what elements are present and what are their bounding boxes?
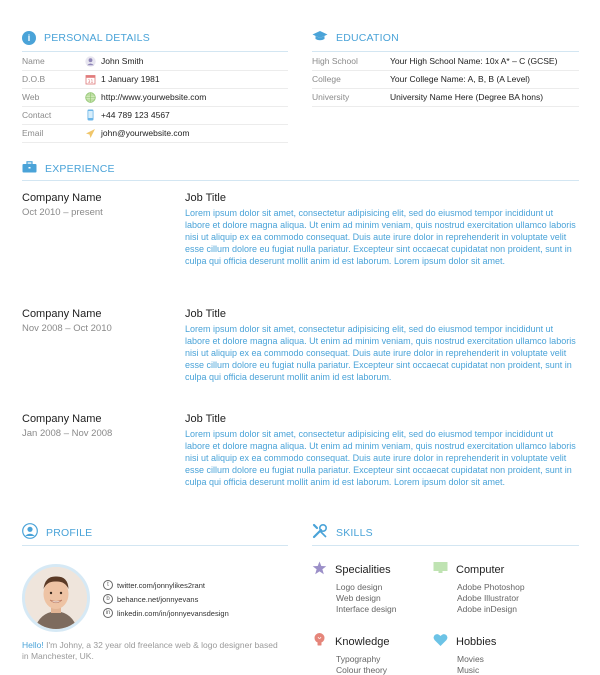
behance-icon: b — [103, 594, 113, 604]
job-title: Job Title — [185, 413, 226, 425]
info-icon: i — [22, 31, 36, 45]
globe-icon — [84, 91, 96, 103]
bio-text: I'm Johny, a 32 year old freelance web & logo designer based in Manchester, UK. — [22, 640, 278, 661]
experience-heading: EXPERIENCE — [22, 159, 115, 179]
education-row-high-school: High School Your High School Name: 10x A* – C (GCSE) — [312, 56, 558, 66]
personal-details-heading: i PERSONAL DETAILS — [22, 28, 150, 48]
skill-item: Movies — [457, 654, 484, 664]
svg-text:31: 31 — [87, 79, 93, 85]
job-description: Lorem ipsum dolor sit amet, consectetur adipisicing elit, sed do eiusmod tempor incididunt ut labore et dolore magna aliqua. Ut enim ad minim veniam, quis nostrud exercitation ullamco laboris nisi ut aliquip ex ea commodo consequat. Duis aute irure dolor in reprehenderit in voluptate velit esse cillum dolore eu fugiat nulla pariatur. Excepteur sint occaecat cupidatat non proident, sunt in culpa qui officia deserunt mollit anim id est laborum. Lorem ipsum dolor sit amet. — [185, 429, 576, 487]
job-description: Lorem ipsum dolor sit amet, consectetur adipisicing elit, sed do eiusmod tempor incididunt ut labore et dolore magna aliqua. Ut enim ad minim veniam, quis nostrud exercitation ullamco laboris nisi ut aliquip ex ea commodo consequat. Duis aute irure dolor in reprehenderit in voluptate velit esse cillum dolore eu fugiat nulla pariatur. Excepteur sint occaecat cupidatat non proident, sunt in culpa qui officia deserunt mollit anim id est laborum. — [185, 324, 576, 382]
twitter-icon: t — [103, 580, 113, 590]
tools-icon — [312, 523, 328, 544]
linkedin-icon: in — [103, 608, 113, 618]
graduation-cap-icon — [312, 29, 328, 47]
skill-group-hobbies: Hobbies Movies Music — [433, 635, 553, 675]
company-name: Company Name — [22, 308, 102, 320]
detail-row-email: Email john@yourwebsite.com — [22, 128, 190, 138]
profile-bio — [22, 640, 282, 662]
job-dates: Jan 2008 – Nov 2008 — [22, 428, 113, 439]
company-name: Company Name — [22, 192, 102, 204]
skill-item: Music — [457, 665, 480, 675]
social-link-twitter[interactable]: t twitter.com/jonnylikes2rant — [103, 578, 205, 592]
profile-heading: PROFILE — [22, 523, 92, 543]
monitor-icon — [433, 561, 448, 580]
job-title: Job Title — [185, 192, 226, 204]
profile-icon — [22, 523, 38, 544]
skill-item: Adobe inDesign — [457, 604, 518, 614]
skill-group-specialities: Specialities Logo design Web design Interface design — [312, 563, 432, 615]
skill-item: Interface design — [336, 604, 397, 614]
detail-row-web: Web http://www.yourwebsite.com — [22, 92, 207, 102]
skill-item: Adobe Photoshop — [457, 582, 525, 592]
skill-item: Web design — [336, 593, 381, 603]
bio-greeting: Hello! — [22, 640, 44, 650]
job-dates: Nov 2008 – Oct 2010 — [22, 323, 112, 334]
skill-item: Typography — [336, 654, 381, 664]
job-entry — [22, 413, 582, 508]
send-icon — [84, 127, 96, 139]
job-entry — [22, 308, 582, 388]
lightbulb-icon — [312, 632, 327, 652]
avatar — [22, 564, 90, 632]
skills-heading: SKILLS — [312, 523, 373, 543]
skill-group-knowledge: Knowledge Typography Colour theory — [312, 635, 432, 675]
user-icon — [84, 55, 96, 67]
phone-icon — [84, 109, 96, 121]
star-icon — [312, 561, 327, 580]
skill-item: Colour theory — [336, 665, 388, 675]
skill-group-computer: Computer Adobe Photoshop Adobe Illustrator Adobe inDesign — [433, 563, 553, 615]
company-name: Company Name — [22, 413, 102, 425]
social-link-behance[interactable]: b behance.net/jonnyevans — [103, 592, 198, 606]
detail-row-dob: D.O.B 31 1 January 1981 — [22, 74, 160, 85]
briefcase-icon — [22, 160, 37, 178]
job-description: Lorem ipsum dolor sit amet, consectetur adipisicing elit, sed do eiusmod tempor incididunt ut labore et dolore magna aliqua. Ut enim ad minim veniam, quis nostrud exercitation ullamco laboris nisi ut aliquip ex ea commodo consequat. Duis aute irure dolor in reprehenderit in voluptate velit esse cillum dolore eu fugiat nulla pariatur. Excepteur sint occaecat cupidatat non proident, sunt in culpa qui officia deserunt mollit anim id est laborum. Lorem ipsum dolor sit amet. — [185, 208, 576, 266]
heart-icon — [433, 633, 448, 652]
job-dates: Oct 2010 – present — [22, 207, 103, 218]
education-heading: EDUCATION — [312, 28, 399, 48]
calendar-icon — [84, 73, 96, 85]
job-entry — [22, 192, 582, 287]
education-row-college: College Your College Name: A, B, B (A Level) — [312, 74, 531, 84]
detail-row-name: Name John Smith — [22, 56, 144, 66]
education-row-university: University University Name Here (Degree BA hons) — [312, 92, 544, 102]
detail-row-contact: Contact +44 789 123 4567 — [22, 110, 170, 120]
social-link-linkedin[interactable]: in linkedin.com/in/jonnyevansdesign — [103, 606, 229, 620]
skill-item: Adobe Illustrator — [457, 593, 519, 603]
job-title: Job Title — [185, 308, 226, 320]
skill-item: Logo design — [336, 582, 383, 592]
